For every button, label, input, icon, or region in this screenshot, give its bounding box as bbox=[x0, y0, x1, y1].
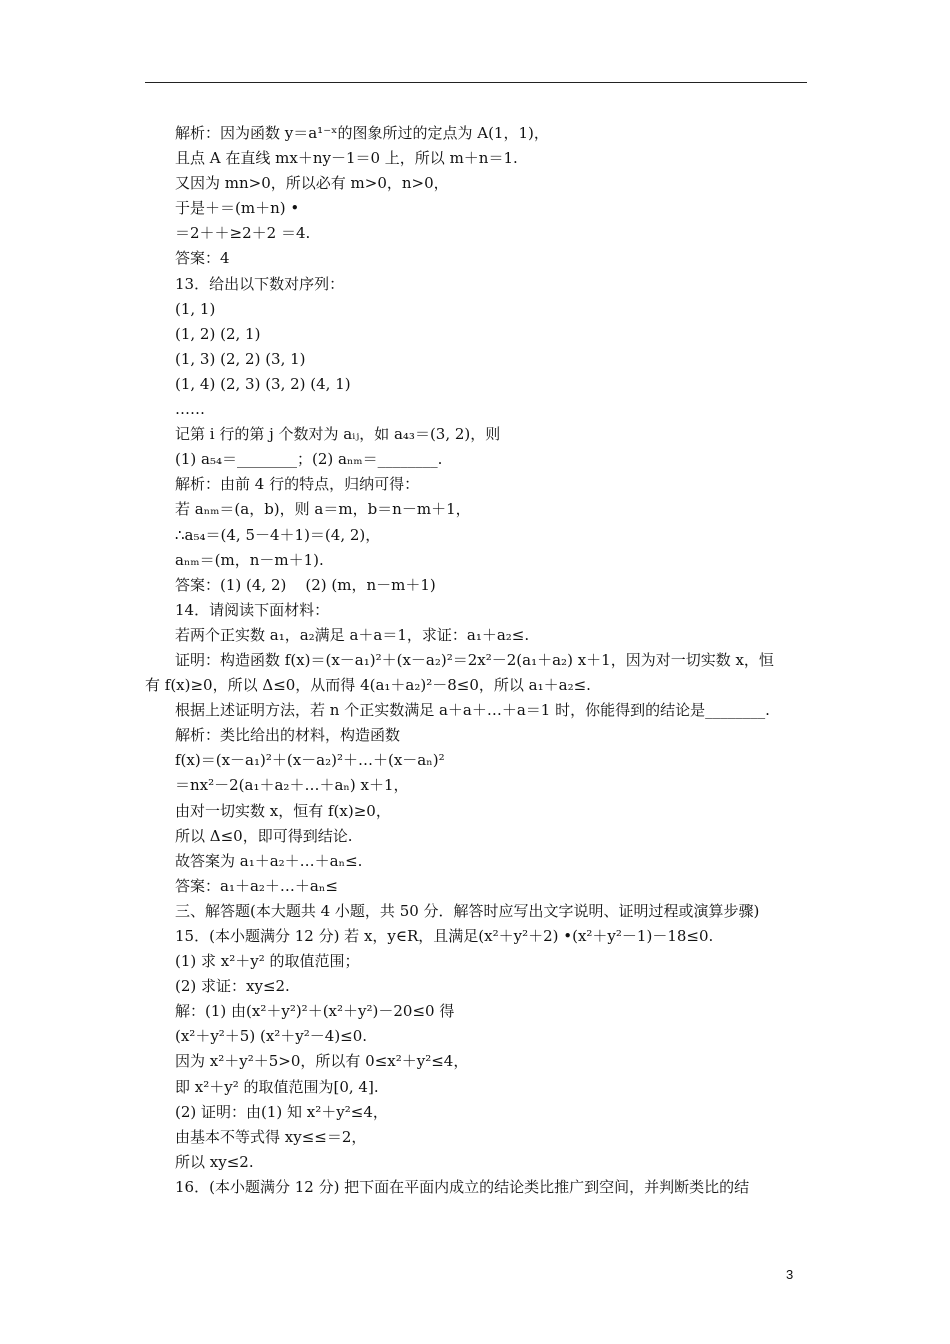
text-line: 因为 x²＋y²＋5>0，所以有 0≤x²＋y²≤4， bbox=[175, 1052, 469, 1071]
text-line: 故答案为 a₁＋a₂＋…＋aₙ≤. bbox=[175, 851, 363, 870]
text-line: 解析：类比给出的材料，构造函数 bbox=[175, 726, 401, 745]
text-line: 证明：构造函数 f(x)＝(x－a₁)²＋(x－a₂)²＝2x²－2(a₁＋a₂) x＋1，因为对一切实数 x，恒 bbox=[175, 650, 774, 669]
text-line: 记第 i 行的第 j 个数对为 aᵢⱼ，如 a₄₃＝(3, 2)，则 bbox=[175, 425, 501, 444]
header-rule bbox=[145, 82, 807, 83]
text-line: 根据上述证明方法，若 n 个正实数满足 a＋a＋…＋a＝1 时，你能得到的结论是________. bbox=[175, 701, 770, 720]
text-line: (1) a₅₄＝________；(2) aₙₘ＝________. bbox=[175, 450, 443, 469]
text-line: 所以 xy≤2. bbox=[175, 1152, 254, 1171]
text-line: (1, 4) (2, 3) (3, 2) (4, 1) bbox=[175, 374, 351, 393]
text-line: 若两个正实数 a₁，a₂满足 a＋a＝1，求证：a₁＋a₂≤. bbox=[175, 625, 530, 644]
text-line: 由对一切实数 x，恒有 f(x)≥0， bbox=[175, 801, 391, 820]
text-line: …… bbox=[175, 400, 205, 419]
text-line: (1) 求 x²＋y² 的取值范围； bbox=[175, 952, 360, 971]
text-line: 即 x²＋y² 的取值范围为[0, 4]. bbox=[175, 1077, 379, 1096]
text-line: (2) 证明：由(1) 知 x²＋y²≤4， bbox=[175, 1102, 388, 1121]
text-line: 解：(1) 由(x²＋y²)²＋(x²＋y²)－20≤0 得 bbox=[175, 1002, 455, 1021]
text-line: 所以 Δ≤0，即可得到结论. bbox=[175, 826, 353, 845]
text-line: 解析：因为函数 y＝a¹⁻ˣ的图象所过的定点为 A(1，1)， bbox=[175, 124, 549, 142]
text-line: 答案：4 bbox=[175, 249, 230, 268]
text-line: 且点 A 在直线 mx＋ny－1＝0 上，所以 m＋n＝1. bbox=[175, 149, 518, 168]
text-line: 答案：a₁＋a₂＋…＋aₙ≤ bbox=[175, 876, 338, 895]
page-body bbox=[145, 121, 810, 1200]
text-line: 三、解答题(本大题共 4 小题，共 50 分．解答时应写出文字说明、证明过程或演算步骤) bbox=[175, 901, 760, 920]
text-line: ∴a₅₄＝(4, 5－4＋1)＝(4, 2)， bbox=[175, 525, 381, 544]
text-line: 16．(本小题满分 12 分) 把下面在平面内成立的结论类比推广到空间，并判断类比的结 bbox=[175, 1177, 750, 1196]
text-line: ＝nx²－2(a₁＋a₂＋…＋aₙ) x＋1， bbox=[175, 776, 409, 795]
text-line: 又因为 mn>0，所以必有 m>0，n>0， bbox=[175, 174, 449, 193]
text-line: f(x)＝(x－a₁)²＋(x－a₂)²＋…＋(x－aₙ)² bbox=[175, 751, 445, 770]
text-line: 答案：(1) (4, 2) (2) (m，n－m＋1) bbox=[175, 575, 436, 594]
text-line: 若 aₙₘ＝(a，b)，则 a＝m，b＝n－m＋1， bbox=[175, 500, 471, 519]
text-line: aₙₘ＝(m，n－m＋1). bbox=[175, 550, 324, 569]
text-line: (1, 1) bbox=[175, 299, 216, 318]
text-line: 于是＋＝(m＋n) • bbox=[175, 199, 300, 218]
text-line: (1, 2) (2, 1) bbox=[175, 324, 261, 343]
text-line: 13．给出以下数对序列： bbox=[175, 274, 345, 293]
text-line: 15．(本小题满分 12 分) 若 x，y∈R，且满足(x²＋y²＋2) •(x²＋y²－1)－18≤0. bbox=[175, 927, 714, 945]
text-line: (x²＋y²＋5) (x²＋y²－4)≤0. bbox=[175, 1027, 368, 1046]
text-line: 由基本不等式得 xy≤≤＝2， bbox=[175, 1127, 367, 1146]
text-line: 14．请阅读下面材料： bbox=[175, 600, 330, 619]
text-line: 解析：由前 4 行的特点，归纳可得： bbox=[175, 475, 420, 494]
page-number: 3 bbox=[786, 1267, 794, 1282]
text-line: 有 f(x)≥0，所以 Δ≤0，从而得 4(a₁＋a₂)²－8≤0，所以 a₁＋a₂≤. bbox=[145, 676, 591, 695]
text-line: (1, 3) (2, 2) (3, 1) bbox=[175, 349, 306, 368]
text-line: (2) 求证：xy≤2. bbox=[175, 977, 290, 996]
text-line: ＝2＋＋≥2＋2 ＝4. bbox=[175, 224, 311, 243]
